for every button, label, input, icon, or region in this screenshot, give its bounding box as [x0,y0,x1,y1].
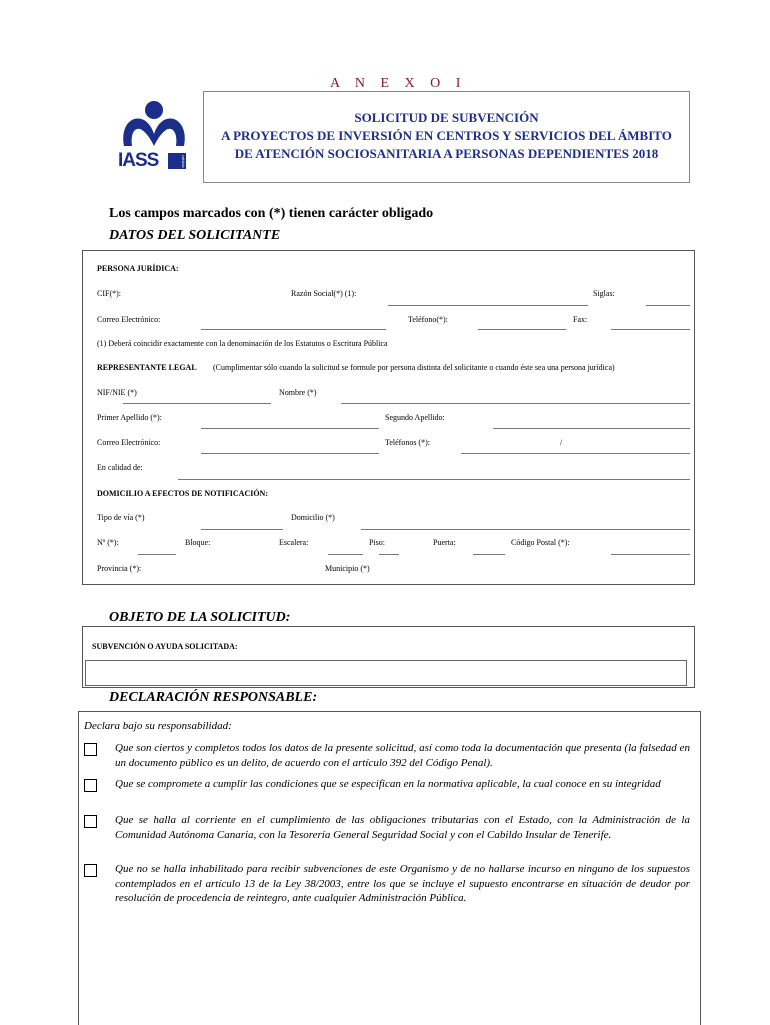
domicilio-line [361,529,690,530]
telefonos-line [461,453,690,454]
bloque-label: Bloque: [185,538,211,547]
required-fields-note: Los campos marcados con (*) tienen carácter obligado [109,206,434,221]
piso-line [379,554,399,555]
title-box [203,91,690,183]
correo-line [201,329,386,330]
tipo-via-line [201,529,283,530]
persona-juridica-label: PERSONA JURÍDICA: [97,264,179,273]
correo-label: Correo Electrónico: [97,315,161,324]
solicitante-box [82,250,695,585]
puerta-line [473,554,505,555]
escalera-label: Escalera: [279,538,309,547]
iass-logo [118,100,190,174]
section-heading-solicitante: DATOS DEL SOLICITANTE [109,228,281,243]
siglas-line [646,305,690,306]
correo-rep-input[interactable] [201,439,379,451]
siglas-label: Siglas: [593,289,615,298]
numero-line [138,554,176,555]
cif-label: CIF(*): [97,289,121,298]
subvencion-input[interactable] [85,660,687,686]
logo-side-text: cabildo [168,153,186,169]
telefonos-separator: / [560,438,563,447]
telefonos-label: Teléfonos (*): [385,438,430,447]
declaracion-checkbox-2[interactable] [84,779,97,792]
tipo-via-input[interactable] [201,515,283,527]
objeto-box [82,626,695,688]
domicilio-label: Domicilio (*) [291,513,335,522]
logo-text: IASS [118,150,159,171]
title-line-2: A PROYECTOS DE INVERSIÓN EN CENTROS Y SERVICIOS DEL ÁMBITO [221,128,672,143]
section-heading-objeto: OBJETO DE LA SOLICITUD: [109,610,291,625]
domicilio-input[interactable] [361,515,690,527]
primer-apellido-input[interactable] [201,414,379,426]
nombre-line [341,403,690,404]
razon-social-line [388,305,588,306]
title-line-1: SOLICITUD DE SUBVENCIÓN [354,110,539,125]
declaracion-item-4: Que no se halla inhabilitado para recibir subvenciones de este Organismo y de no hallarse incurso en ninguno de los supuestos contemplados en el artículo 13 de la Ley 38/2003, entre los que se incluye el supuesto encontrarse en situación de deudor por resolución de procedencia de reintegro, ante cualquier Administración Pública. [115,863,690,904]
bloque-input[interactable] [215,540,275,552]
telefono-2-input[interactable] [573,439,688,451]
declaracion-checkbox-4[interactable] [84,864,97,877]
correo-input[interactable] [201,315,386,327]
footnote-1: (1) Deberá coincidir exactamente con la denominación de los Estatutos o Escritura Pública [97,339,388,348]
nif-line [123,403,271,404]
municipio-label: Municipio (*) [325,564,370,573]
declaracion-item-1: Que son ciertos y completos todos los datos de la presente solicitud, así como toda la documentación que presenta (la falsedad en un documento público es un delito, de acuerdo con el artículo 392 del Código Penal). [115,742,690,769]
fax-input[interactable] [611,315,690,327]
cif-input[interactable] [133,287,283,299]
nombre-input[interactable] [341,389,690,401]
correo-rep-line [201,453,379,454]
declaracion-checkbox-1[interactable] [84,743,97,756]
telefono-1-input[interactable] [461,439,561,451]
annex-label: A N E X O I [330,76,467,91]
fax-line [611,329,690,330]
tipo-via-label: Tipo de vía (*) [97,513,145,522]
puerta-input[interactable] [473,540,505,552]
telefono-input[interactable] [478,315,566,327]
primer-apellido-line [201,428,379,429]
telefono-label: Teléfono(*): [408,315,448,324]
codigo-postal-input[interactable] [611,540,690,552]
piso-input[interactable] [379,540,399,552]
escalera-input[interactable] [328,540,363,552]
representante-label: REPRESENTANTE LEGAL [97,363,197,372]
provincia-label: Provincia (*): [97,564,142,573]
municipio-input[interactable] [383,564,683,576]
codigo-postal-line [611,554,690,555]
nombre-label: Nombre (*) [279,388,317,397]
declaracion-intro: Declara bajo su responsabilidad: [84,720,232,732]
segundo-apellido-label: Segundo Apellido: [385,413,445,422]
declaracion-item-2: Que se compromete a cumplir las condiciones que se especifican en la normativa aplicable, la cual conoce en su integridad [115,778,661,790]
numero-label: Nº (*): [97,538,119,547]
telefono-line [478,329,566,330]
fax-label: Fax: [573,315,588,324]
puerta-label: Puerta: [433,538,456,547]
subvencion-label: SUBVENCIÓN O AYUDA SOLICITADA: [92,642,238,651]
title-line-3: DE ATENCIÓN SOCIOSANITARIA A PERSONAS DEPENDIENTES 2018 [234,146,659,161]
calidad-input[interactable] [178,465,690,477]
piso-label: Piso: [369,538,386,547]
razon-social-label: Razón Social(*) (1): [291,289,357,298]
siglas-input[interactable] [646,291,690,303]
segundo-apellido-input[interactable] [493,414,690,426]
provincia-input[interactable] [158,564,318,576]
nif-input[interactable] [123,389,271,401]
representante-note: (Cumplimentar sólo cuando la solicitud se formule por persona distinta del solicitante o cuando éste sea una persona jurídica) [213,363,615,372]
segundo-apellido-line [493,428,690,429]
calidad-label: En calidad de: [97,463,143,472]
escalera-line [328,554,363,555]
declaracion-item-3: Que se halla al corriente en el cumplimiento de las obligaciones tributarias con el Estado, con la Administración de la Comunidad Autónoma Canaria, con la Tesorería General Seguridad Social y con el Cabildo Insular de Tenerife. [115,814,690,841]
declaracion-checkbox-3[interactable] [84,815,97,828]
numero-input[interactable] [138,540,176,552]
calidad-line [178,479,690,480]
codigo-postal-label: Código Postal (*): [511,538,570,547]
nif-label: NIF/NIE (*) [97,388,137,397]
razon-social-input[interactable] [388,291,588,303]
domicilio-heading: DOMICILIO A EFECTOS DE NOTIFICACIÓN: [97,489,268,498]
primer-apellido-label: Primer Apellido (*): [97,413,162,422]
section-heading-declaracion: DECLARACIÓN RESPONSABLE: [109,690,318,705]
correo-rep-label: Correo Electrónico: [97,438,161,447]
